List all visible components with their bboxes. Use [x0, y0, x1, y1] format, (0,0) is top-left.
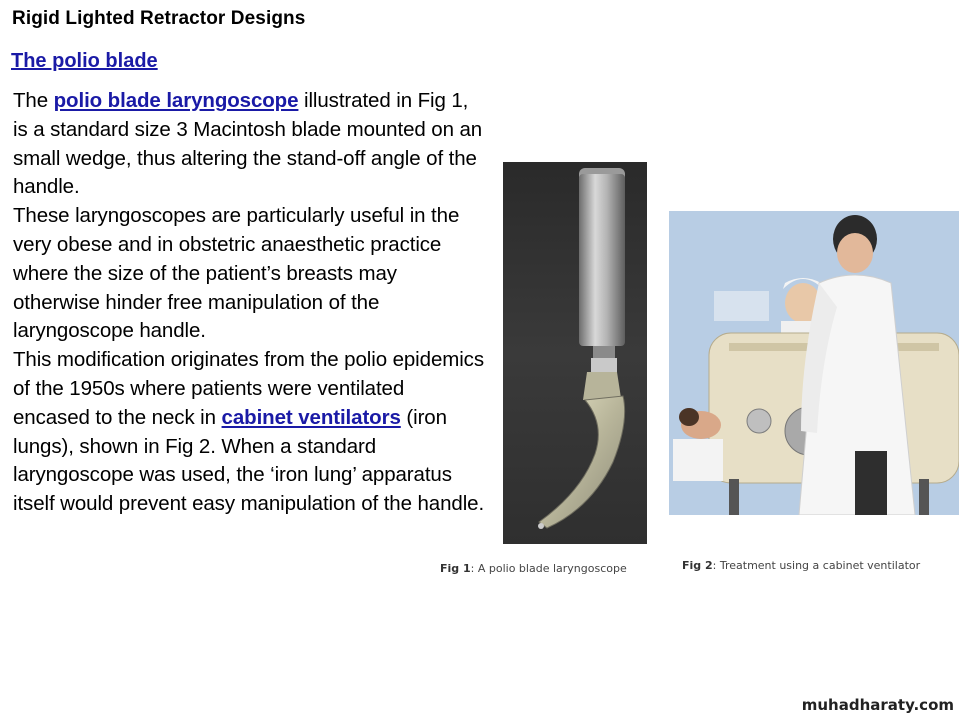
- iron-lung-illustration: [669, 211, 959, 515]
- doctor-face: [837, 233, 873, 273]
- window-blind: [714, 291, 769, 321]
- fig1-caption: [440, 562, 627, 575]
- polio-blade-laryngoscope-link[interactable]: polio blade laryngoscope: [53, 89, 299, 112]
- body-text: [13, 87, 485, 519]
- p3-text-end: (iron lungs), shown in Fig 2. When a standard laryngoscope was used, the ‘iron lung’ apparatus itself would prevent easy manipulation of the handle.: [13, 405, 485, 516]
- iron-lung-photo: [669, 211, 959, 515]
- paragraph-3: [13, 346, 485, 519]
- fig2-caption: [682, 559, 920, 572]
- p1-text-start: The: [13, 89, 54, 112]
- p3-text-start: This modification originates from the polio epidemics of the 1950s where patients were ventilated encased to the neck in: [13, 348, 484, 429]
- cabinet-ventilators-link[interactable]: cabinet ventilators: [221, 405, 401, 429]
- laryngoscope-illustration: [503, 162, 647, 544]
- fig2-caption-text: : Treatment using a cabinet ventilator: [712, 559, 921, 572]
- fig1-label: Fig 1: [440, 562, 471, 575]
- bulb: [538, 523, 544, 529]
- wedge: [583, 372, 621, 400]
- paragraph-2: These laryngoscopes are particularly useful in the very obese and in obstetric anaesthetic practice where the size of the patient’s breasts may otherwise hinder free manipulation of the laryngoscope handle.: [13, 204, 460, 343]
- laryngoscope-photo: [503, 162, 647, 544]
- handle-body: [579, 174, 625, 346]
- blade: [539, 396, 625, 528]
- fig2-label: Fig 2: [682, 559, 713, 572]
- slide-title: Rigid Lighted Retractor Designs: [12, 8, 306, 29]
- paragraph-1: [13, 87, 485, 202]
- handle-collar: [591, 358, 617, 372]
- pillow: [673, 439, 723, 481]
- handle-neck: [593, 346, 615, 358]
- section-heading-link[interactable]: The polio blade: [11, 50, 158, 72]
- site-watermark: muhadharaty.com: [801, 696, 954, 714]
- p1-text-end: illustrated in Fig 1, is a standard size 3 Macintosh blade mounted on an small wedge, thus altering the stand-off angle of the handle.: [13, 89, 483, 199]
- fig1-caption-text: : A polio blade laryngoscope: [470, 562, 627, 575]
